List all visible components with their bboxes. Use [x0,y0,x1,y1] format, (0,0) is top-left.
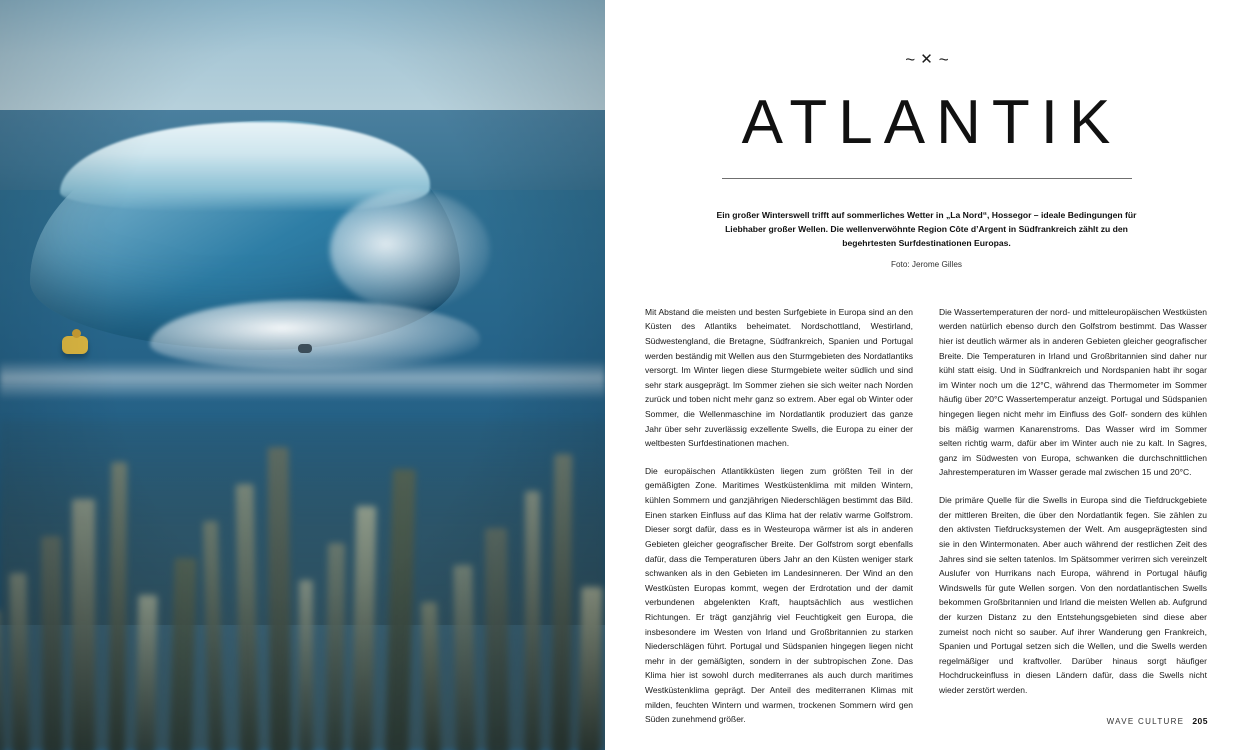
page-number: 205 [1192,716,1208,726]
blurred-fence [0,420,605,750]
article-page [605,0,1250,750]
paragraph: Die primäre Quelle für die Swells in Europa sind die Tiefdruckgebiete der mittleren Breiten, die über den Nordatlantik fegen. Sie zählen zu den aktivsten Tiefdrucksystemen der Welt. Am ausgeprägtesten sind sie in den Wintermonaten. Aber auch während der restlichen Zeit des Jahres sind sie selten tatenlos. Im Spätsommer verirren sich vereinzelt Auslufer von Hurrikans nach Europa, während in Portugal häufig Windswells für gute Wellen sorgen. Von den nordatlantischen Swells bekommen Großbritannien und Irland die meisten Wellen ab. Aufgrund der kurzen Distanz zu den Entstehungsgebieten sind diese aber zumeist noch nicht so sauber. Auf ihrer Wanderung gen Frankreich, Spanien und Portugal setzen sich die Wellen, und die Swells werden regelmäßiger und kraftvoller. Darüber hinaus sorgt häufiger Hochdruckeinfluss in diesen Ländern dafür, dass die Swells nicht wieder zerstört werden. [939,495,1207,695]
fence-slat [41,536,63,750]
page-title: ATLANTIK [741,88,1122,157]
swirl-left-icon: ~ [905,49,915,69]
body-columns [645,305,1208,740]
column-left [645,305,913,740]
fence-slat [352,506,376,750]
column-right [939,305,1207,740]
title-divider [722,178,1132,179]
swirl-right-icon: ~ [938,49,948,69]
fence-slat [525,491,540,750]
photo-credit: Foto: Jerome Gilles [891,259,962,269]
wave-spray [330,190,490,310]
fence-slat [299,580,313,750]
page-footer [1107,716,1208,726]
fence-slat [485,528,509,750]
whitewater-line [0,360,605,400]
fence-slat [136,595,158,750]
fence-slat [578,587,602,750]
paragraph: Die europäischen Atlantikküsten liegen zum größten Teil in der gemäßigten Zone. Maritimes Westküstenklima mit milden Wintern, kühlen Sommern und ganzjährigen Niederschlägen bestimmt das Bild. Einen starken Einfluss auf das Klima hat der relativ warme Golfstrom. Dieser sorgt dafür, dass es in Westeuropa wärmer ist als in anderen Gebieten gleicher geografischer Breite. Der Golfstrom sorgt ebenfalls dafür, dass die Temperaturen übers Jahr an den Küsten weniger stark schwanken als in den Gebieten im Landesinneren. Der Wind an den Westküsten Europas kommt, wegen der Erdrotation und der damit verbundenen abgelenkten Kraft, hauptsächlich aus westlichen Richtungen. Er trägt ganzjährig viel Feuchtigkeit gen Europa, die insbesondere im Westen von Irland und Großbritannien zu starken Niederschlägen führt. Portugal und Südspanien hingegen liegen nicht mehr in der gemäßigten, sondern in der subtropischen Zone. Das Klima hier ist sowohl durch mediterranes als auch durch maritimes Westküstenklima geprägt. Der Anteil des mediterranen Klimas mit milden, feuchten Wintern und warmen, trockenen Sommern wird gen Süden zunehmend größer. [645,465,913,725]
fence-slat [72,499,95,750]
fence-slat [326,543,345,750]
paragraph: Mit Abstand die meisten und besten Surfgebiete in Europa sind an den Küsten des Atlantiks beheimatet. Nordschottland, Westirland, Südwestengland, die Bretagne, Südfrankreich, Spanien und Portugal werden beständig mit Wellen aus den Sturmgebieten des Nordatlantiks versorgt. Im Winter liegen diese Sturmgebiete weiter südlich und sind sehr stark ausgeprägt. Im Sommer ziehen sie sich weiter nach Norden zurück und toben nicht mehr ganz so extrem. Aber egal ob Winter oder Sommer, die Wellenmaschine im Nordatlantik produziert das ganze Jahr über sehr zuverlässig exzellente Swells, die Europa zu einer der weltbesten Surfdestinationen machen. [645,306,913,449]
standfirst: Ein großer Winterswell trifft auf sommerliches Wetter in „La Nord“, Hossegor – ideale Bedingungen für Liebhaber großer Wellen. Die wellenverwöhnte Region Côte d’Argent in Südfrankreich zählt zu den begehrtesten Surfdestinationen Europas. [716,210,1137,248]
fence-slat [552,454,573,750]
fence-slat [109,462,128,750]
ornament [645,48,1208,70]
surfer-paddling [298,344,312,353]
surfer-yellow [62,336,88,354]
paragraph: Die Wassertemperaturen der nord- und mitteleuropäischen Westküsten werden natürlich ebenso durch den Golfstrom bestimmt. Das Wasser hier ist deutlich wärmer als in anderen Gebieten gleicher geografischer Breite. Die Temperaturen in Irland und Großbritannien sind daher nur kühl statt eisig. Und in Südfrankreich und Nordspanien habt ihr sogar im Winter noch um die 12°C, während das Thermometer im Sommer häufig über 20°C Wassertemperatur anzeigt. Portugal und Südspanien hingegen liegen nicht mehr im Einfluss des Golf- sondern des kühlen bis mäßig warmen Kanarenstroms. Das Wasser wird im Sommer selten richtig warm, dafür aber im Winter auch nie zu kalt. In Sagres, ganz im Südwesten von Europa, schwanken die durchschnittlichen Jahrestemperaturen im Wasser gerade mal zwischen 15 und 20°C. [939,306,1207,478]
sky-region [0,0,605,120]
cross-ornament-icon: ✕ [920,50,933,68]
surf-photo [0,0,605,750]
footer-section-label: WAVE CULTURE [1106,717,1185,726]
fence-slat [9,573,29,750]
fence-slat [453,565,475,750]
masthead [645,0,1208,269]
fence-slat [268,447,292,750]
